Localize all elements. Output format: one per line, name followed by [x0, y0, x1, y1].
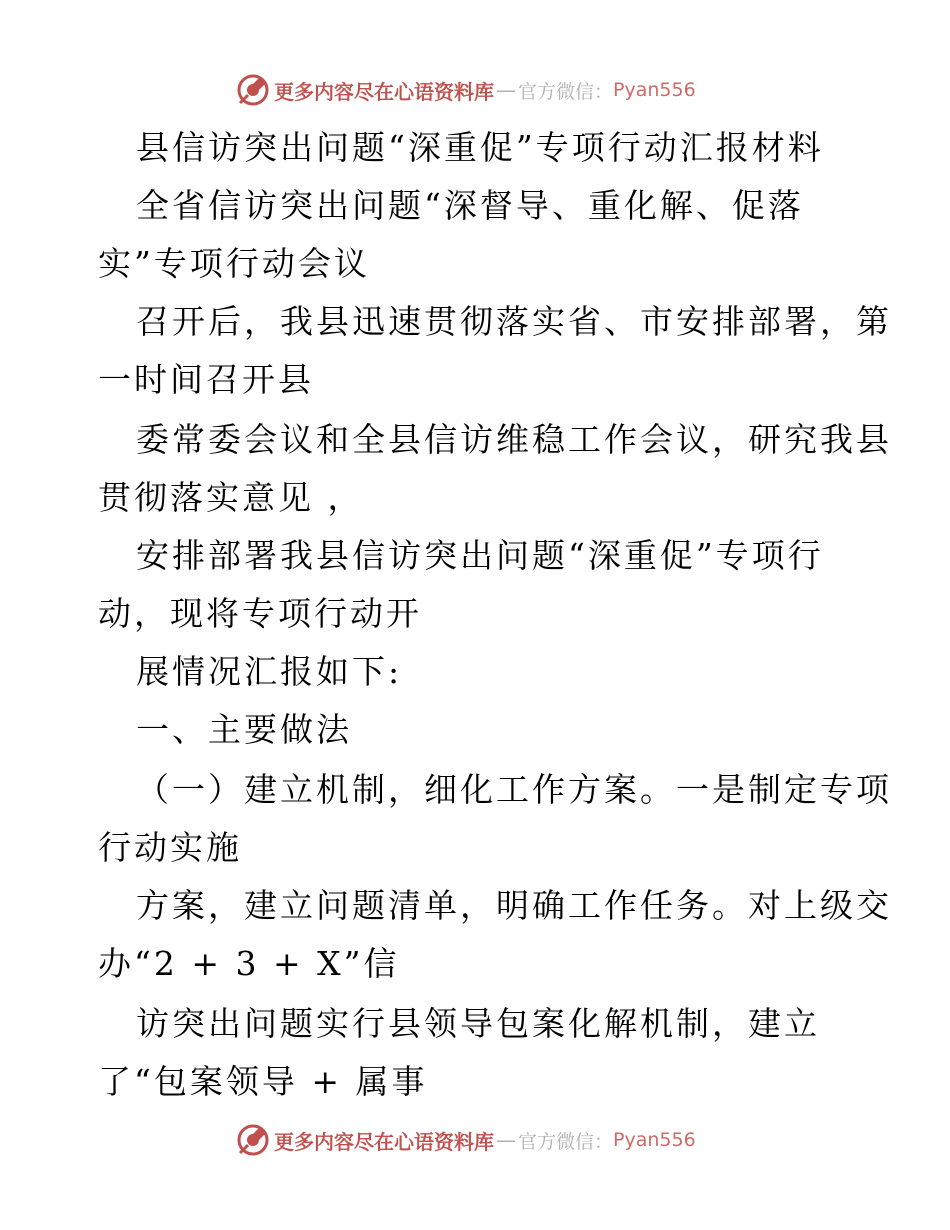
watermark-dash: — — [496, 1128, 516, 1152]
text-line: 办“2 + 3 + X”信 — [98, 944, 400, 983]
watermark-label: 官方微信： — [518, 80, 614, 103]
text-line: 方案，建立问题清单，明确工作任务。对上级交 — [136, 886, 892, 925]
text-line: 全省信访突出问题“深督导、重化解、促落 — [136, 186, 804, 225]
pen-logo-icon — [236, 73, 270, 107]
watermark-text: 更多内容尽在心语资料库 — [274, 1129, 494, 1154]
watermark-id: Pyan556 — [613, 1129, 696, 1151]
text-line: 委常委会议和全县信访维稳工作会议，研究我县 — [136, 420, 892, 459]
text-line: （一）建立机制，细化工作方案。一是制定专项 — [136, 770, 892, 809]
text-line: 行动实施 — [98, 828, 242, 867]
watermark-dash: — — [496, 78, 516, 102]
watermark-banner-bottom — [236, 1122, 696, 1158]
text-line: 召开后，我县迅速贯彻落实省、市安排部署，第 — [136, 302, 892, 341]
watermark-label: 官方微信： — [518, 1130, 614, 1153]
text-line: 安排部署我县信访突出问题“深重促”专项行 — [136, 536, 824, 575]
watermark-id: Pyan556 — [613, 79, 696, 101]
text-line: 贯彻落实意见 ， — [98, 478, 364, 517]
text-line: 展情况汇报如下: — [136, 652, 403, 691]
watermark-text: 更多内容尽在心语资料库 — [274, 79, 494, 104]
text-line: 实”专项行动会议 — [98, 244, 370, 283]
text-line: 一时间召开县 — [98, 360, 314, 399]
text-line: 访突出问题实行县领导包案化解机制，建立 — [136, 1004, 820, 1043]
section-heading: 一、主要做法 — [136, 710, 352, 749]
pen-logo-icon — [236, 1123, 270, 1157]
document-title: 县信访突出问题“深重促”专项行动汇报材料 — [136, 128, 824, 167]
text-line: 了“包案领导 + 属事 — [98, 1062, 428, 1101]
watermark-banner-top — [236, 72, 696, 108]
text-line: 动，现将专项行动开 — [98, 594, 422, 633]
